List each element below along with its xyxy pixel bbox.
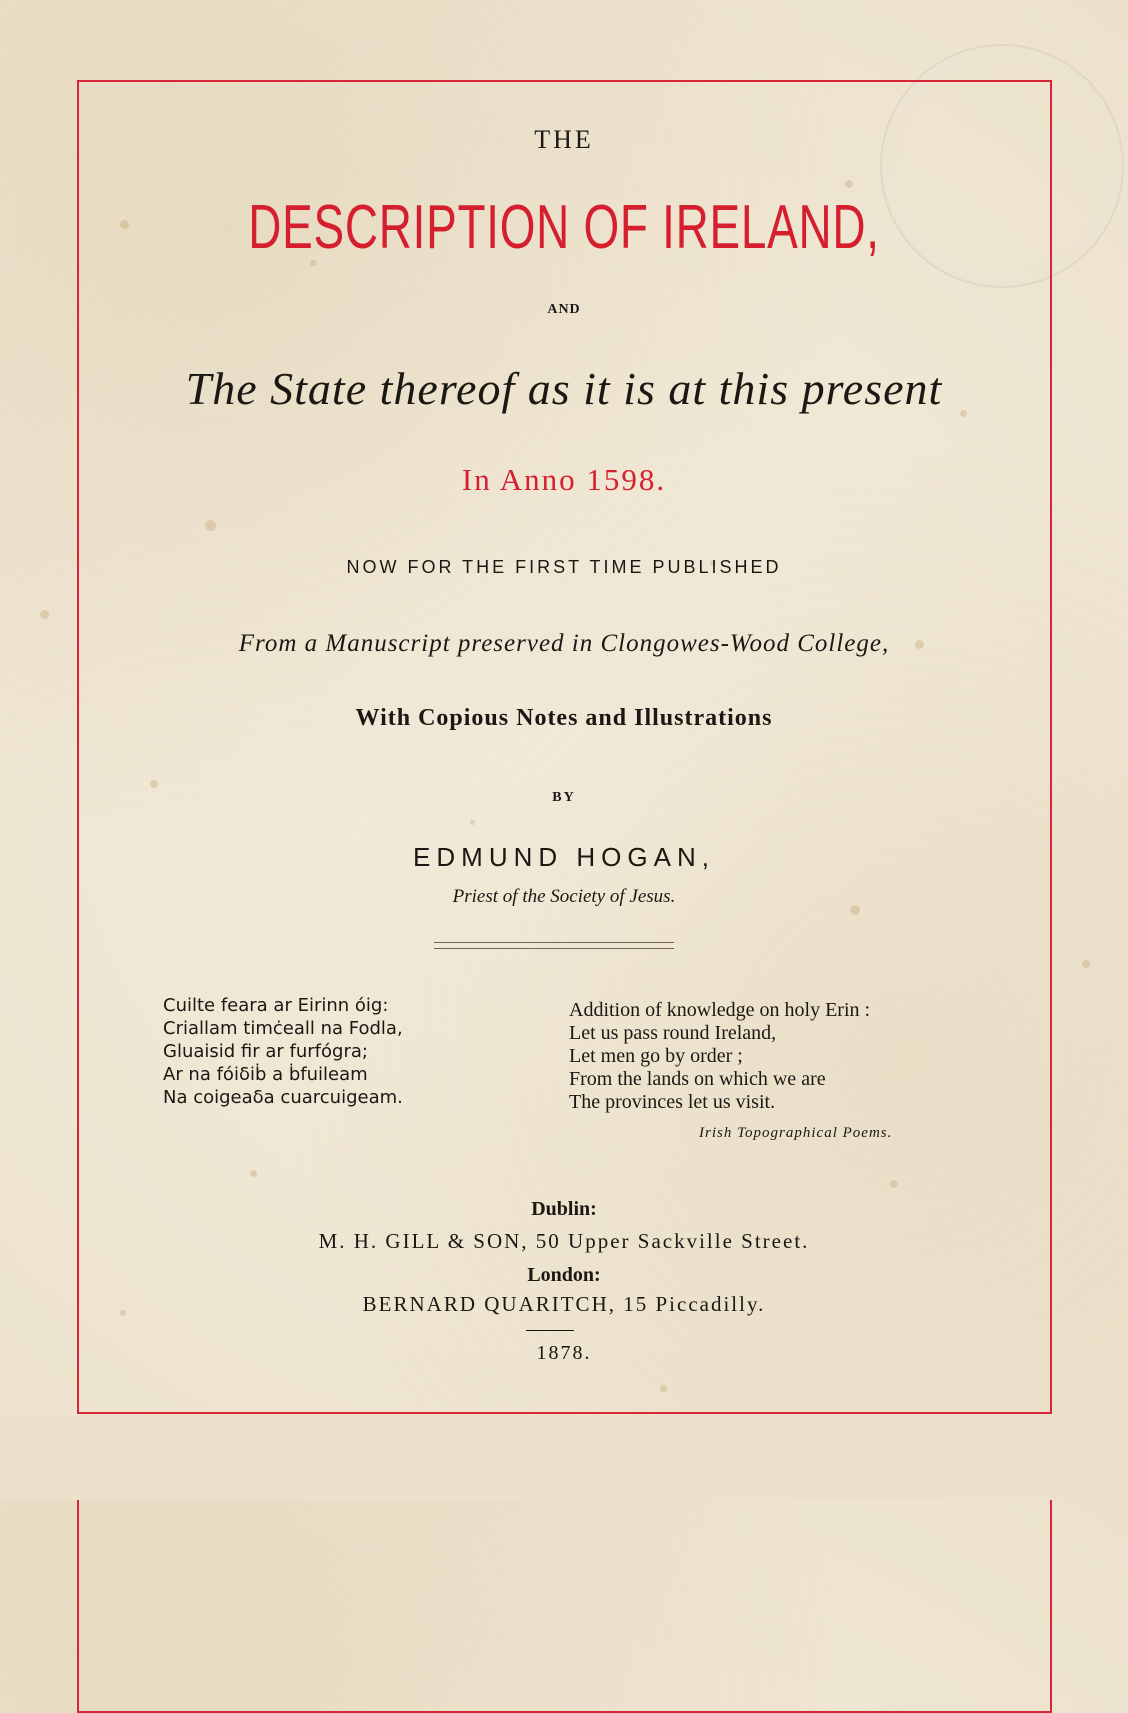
red-border-bottom <box>77 1412 1052 1414</box>
title-the: THE <box>534 125 594 154</box>
english-verse <box>569 999 870 1114</box>
london-publisher: BERNARD QUARITCH, 15 Piccadilly. <box>362 1292 766 1316</box>
verse-line: Let us pass round Ireland, <box>569 1022 777 1044</box>
first-published-note: NOW FOR THE FIRST TIME PUBLISHED <box>346 557 782 577</box>
author-name: EDMUND HOGAN, <box>413 842 715 872</box>
verse-line: Addition of knowledge on holy Erin : <box>569 999 871 1021</box>
manuscript-source: From a Manuscript preserved in Clongowes-Wood College, <box>238 630 890 657</box>
anno-date: In Anno 1598. <box>461 462 667 497</box>
short-rule <box>526 1330 574 1331</box>
dublin-publisher: M. H. GILL & SON, 50 Upper Sackville Street. <box>318 1229 810 1253</box>
verse-line: Let men go by order ; <box>569 1045 743 1067</box>
page-bottom-margin <box>0 1414 1128 1500</box>
book-title: DESCRIPTION OF IRELAND, <box>248 193 880 262</box>
notes-illustrations: With Copious Notes and Illustrations <box>355 705 773 731</box>
imprint-dublin: Dublin: <box>531 1198 597 1220</box>
subtitle: The State thereof as it is at this present <box>185 363 943 414</box>
poem-credit: Irish Topographical Poems. <box>699 1125 893 1141</box>
verse-line: From the lands on which we are <box>569 1068 826 1090</box>
verse-line: The provinces let us visit. <box>569 1091 776 1113</box>
verse-line: Cuilte feara ar Eirinn óig: <box>163 995 389 1016</box>
verse-line: Ar na fóiδiḃ a ḃfuileam <box>163 1064 368 1085</box>
title-and: AND <box>547 302 581 317</box>
by-label: BY <box>552 790 576 805</box>
imprint-london: London: <box>527 1264 601 1286</box>
irish-verse <box>163 994 403 1109</box>
verse-line: Na coigeaδa cuarcuigeam. <box>163 1087 403 1108</box>
verse-line: Criallam timċeall na Fodla, <box>163 1018 403 1039</box>
publication-year: 1878. <box>536 1342 592 1364</box>
verse-line: Gluaisid fir ar furfógra; <box>163 1041 368 1062</box>
author-description: Priest of the Society of Jesus. <box>452 886 676 907</box>
double-rule-divider <box>434 942 674 949</box>
